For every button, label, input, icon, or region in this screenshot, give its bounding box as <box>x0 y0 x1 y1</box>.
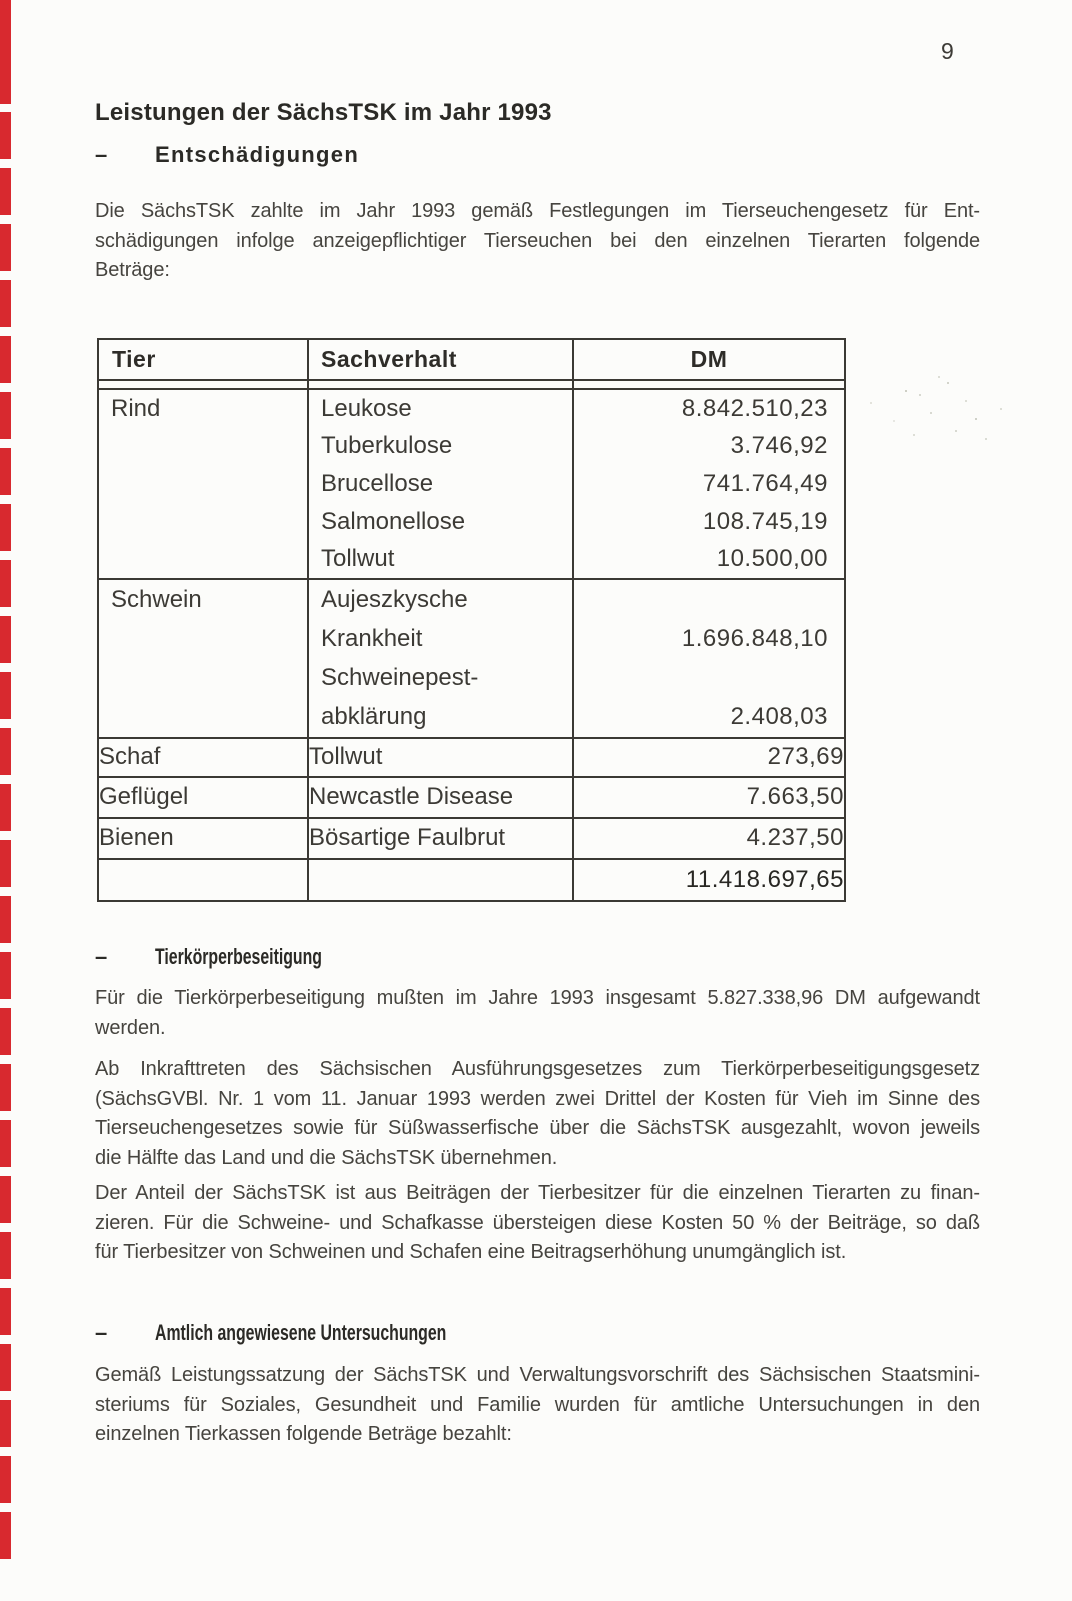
sachverhalt-cell: Schweinepest- <box>321 664 479 692</box>
sachverhalt-cell: Leukose <box>321 394 412 422</box>
tier-cell: Bienen <box>98 818 308 859</box>
paragraph-line: die Hälfte das Land und die SächsTSK übernehmen. <box>95 1146 558 1169</box>
section-label: Amtlich angewiesene Untersuchungen <box>155 1320 447 1345</box>
table-row-gefluegel <box>98 777 845 818</box>
paragraph-line: Für die Tierkörperbeseitigung mußten im Jahre 1993 insgesamt 5.827.338,96 DM aufgewandt <box>95 987 980 1009</box>
tierkoerper-paragraph-1 <box>95 984 980 1043</box>
sachverhalt-cell: Aujeszkysche <box>321 585 468 613</box>
paragraph-line: steriums für Soziales, Gesundheit und Familie wurden für amtliche Untersuchungen in den <box>95 1393 980 1416</box>
amount-cell: 8.842.510,23 <box>681 394 828 422</box>
paragraph-line: (SächsGVBl. Nr. 1 vom 11. Januar 1993 werden zwei Drittel der Kosten für Vieh im Sinne des <box>95 1087 980 1110</box>
section-dash: – <box>95 142 108 167</box>
amount-cell-empty <box>574 658 844 697</box>
amtlich-paragraph-1 <box>95 1361 980 1450</box>
page-title: Leistungen der SächsTSK im Jahr 1993 <box>95 99 552 126</box>
table-row-schwein <box>98 579 845 738</box>
amount-cell: 1.696.848,10 <box>681 624 828 652</box>
amount-cell: 108.745,19 <box>702 507 828 535</box>
tier-cell: Schwein <box>111 585 202 613</box>
paragraph-line: zieren. Für die Schweine- und Schafkasse übersteigen diese Kosten 50 % der Beiträge, so daß <box>95 1211 980 1234</box>
sachverhalt-cell: Brucellose <box>321 469 434 497</box>
amount-cell: 2.408,03 <box>730 703 828 731</box>
amount-cell: 10.500,00 <box>716 545 828 573</box>
tier-cell: Geflügel <box>98 777 308 818</box>
paragraph-line: für Tierbesitzer von Schweinen und Schafen eine Beitragserhöhung unumgänglich ist. <box>95 1241 847 1263</box>
paragraph-line: werden. <box>95 1016 166 1039</box>
column-header-dm: DM <box>573 339 845 380</box>
sachverhalt-cell: Tollwut <box>321 545 395 573</box>
sachverhalt-cell: Krankheit <box>321 624 423 652</box>
tierkoerper-paragraph-2 <box>95 1055 980 1173</box>
table-row-bienen <box>98 818 845 859</box>
table-header-row <box>98 339 845 380</box>
amount-cell: 741.764,49 <box>702 469 828 497</box>
table-row-rind <box>98 389 845 579</box>
paragraph-line: Ab Inkrafttreten des Sächsischen Ausführungsgesetzes zum Tierkörperbeseitigungsgesetz <box>95 1058 980 1080</box>
section-label: Entschädigungen <box>155 142 360 167</box>
paragraph-line: schädigungen infolge anzeigepflichtiger Tierseuchen bei den einzelnen Tierarten folgende <box>95 229 980 252</box>
section-heading-entschaedigungen <box>95 142 359 168</box>
sachverhalt-cell: Bösartige Faulbrut <box>308 818 573 859</box>
sachverhalt-cell: Tuberkulose <box>321 432 453 460</box>
sachverhalt-cell: Newcastle Disease <box>308 777 573 818</box>
scan-speckle-artifact <box>905 390 907 392</box>
tierkoerper-paragraph-3 <box>95 1179 980 1268</box>
section-dash: – <box>95 944 108 969</box>
table-row-total <box>98 859 845 901</box>
section-label: Tierkörperbeseitigung <box>155 944 322 969</box>
total-amount-cell: 11.418.697,65 <box>573 859 845 901</box>
column-header-sachverhalt: Sachverhalt <box>308 339 573 380</box>
paragraph-line: Tierseuchengesetzes sowie für Süßwasserfische über die SächsTSK ausgezahlt, wovon jeweils <box>95 1117 980 1139</box>
tier-cell: Rind <box>111 394 161 422</box>
sachverhalt-cell: Salmonellose <box>321 507 466 535</box>
paragraph-line: Die SächsTSK zahlte im Jahr 1993 gemäß Festlegungen im Tierseuchengesetz für Ent- <box>95 200 980 222</box>
amount-cell: 7.663,50 <box>573 777 845 818</box>
sachverhalt-cell: abklärung <box>321 703 427 731</box>
sachverhalt-cell: Tollwut <box>308 738 573 777</box>
amount-cell: 3.746,92 <box>730 432 828 460</box>
intro-paragraph <box>95 197 980 286</box>
scan-red-edge-top <box>0 0 11 104</box>
amount-cell: 273,69 <box>573 738 845 777</box>
header-double-rule-spacer <box>98 380 845 389</box>
page-number: 9 <box>941 38 954 64</box>
section-heading-tierkoerperbeseitigung <box>95 944 387 970</box>
compensation-table <box>97 338 846 902</box>
tier-cell: Schaf <box>98 738 308 777</box>
column-header-tier: Tier <box>98 339 308 380</box>
amount-cell: 4.237,50 <box>573 818 845 859</box>
scan-red-edge-dashes <box>0 0 11 1566</box>
paragraph-line: Gemäß Leistungssatzung der SächsTSK und Verwaltungsvorschrift des Sächsischen Staatsmini- <box>95 1364 980 1386</box>
table-row-schaf <box>98 738 845 777</box>
paragraph-line: Beträge: <box>95 259 170 281</box>
section-heading-amtliche-untersuchungen <box>95 1320 560 1346</box>
paragraph-line: Der Anteil der SächsTSK ist aus Beiträgen der Tierbesitzer für die einzelnen Tierarten zu finan- <box>95 1182 980 1204</box>
paragraph-line: einzelnen Tierkassen folgende Beträge bezahlt: <box>95 1423 512 1445</box>
amount-cell-empty <box>574 580 844 619</box>
section-dash: – <box>95 1320 108 1345</box>
